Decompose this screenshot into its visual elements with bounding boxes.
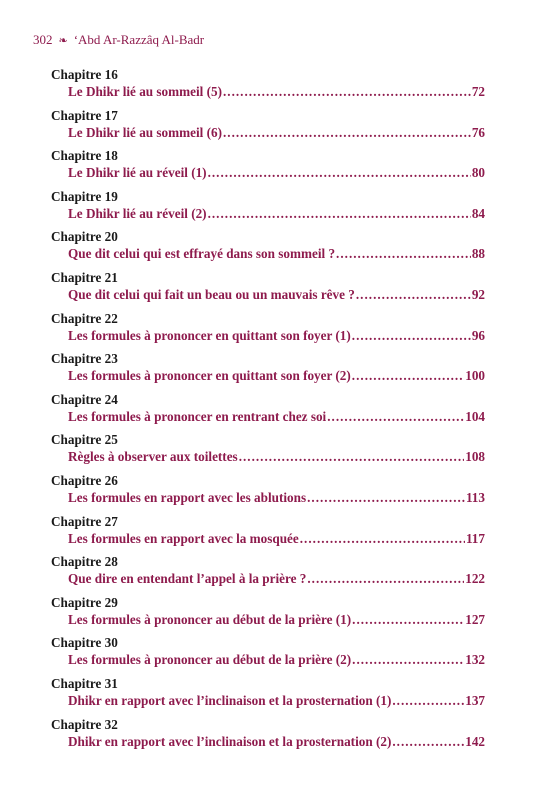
toc-entry	[51, 635, 485, 676]
chapter-label: Chapitre 25	[51, 432, 118, 448]
chapter-label: Chapitre 31	[51, 675, 118, 691]
running-header	[33, 32, 204, 48]
dot-leader	[336, 245, 471, 262]
page-ref: 117	[465, 530, 485, 546]
page-ref: 104	[465, 408, 485, 424]
page-ref: 113	[465, 489, 485, 505]
dot-leader	[392, 733, 464, 750]
chapter-title: Les formules à prononcer en quittant son foyer (1)	[68, 327, 351, 343]
page-ref: 127	[465, 611, 485, 627]
chapter-title-line	[68, 530, 485, 547]
chapter-label: Chapitre 17	[51, 107, 118, 123]
page-ref: 88	[471, 246, 485, 262]
chapter-label: Chapitre 16	[51, 67, 118, 82]
chapter-title: Dhikr en rapport avec l’inclinaison et la prosternation (2)	[68, 733, 392, 749]
page-ref: 137	[465, 692, 485, 708]
toc-entry	[51, 189, 485, 230]
page-ref: 84	[471, 205, 485, 221]
chapter-title-line	[68, 124, 485, 141]
chapter-label: Chapitre 23	[51, 351, 118, 367]
chapter-title-line	[68, 286, 485, 303]
dot-leader	[307, 570, 464, 587]
dot-leader	[327, 408, 464, 425]
page-ref: 100	[465, 368, 485, 384]
toc-entry	[51, 554, 485, 595]
chapter-title-line	[68, 611, 485, 628]
dot-leader	[208, 164, 471, 181]
toc-entry	[51, 595, 485, 636]
toc-entry	[51, 67, 485, 108]
leaf-ornament-icon: ❧	[58, 34, 68, 47]
page-ref: 122	[465, 571, 485, 587]
toc-entry	[51, 108, 485, 149]
chapter-label: Chapitre 30	[51, 635, 118, 651]
page-ref: 72	[471, 84, 485, 99]
chapter-title: Les formules à prononcer au début de la prière (1)	[68, 611, 352, 627]
toc-entry	[51, 270, 485, 311]
chapter-title-line	[68, 164, 485, 181]
chapter-label: Chapitre 28	[51, 554, 118, 570]
chapter-title-line	[68, 245, 485, 262]
chapter-title-line	[68, 570, 485, 587]
page-ref: 92	[471, 286, 485, 302]
toc-entry	[51, 717, 485, 758]
chapter-label: Chapitre 27	[51, 513, 118, 529]
chapter-title: Les formules à prononcer en rentrant chez soi	[68, 408, 327, 424]
chapter-title: Le Dhikr lié au sommeil (6)	[68, 124, 222, 140]
page-ref: 108	[465, 449, 485, 465]
chapter-title: Les formules à prononcer en quittant son foyer (2)	[68, 368, 351, 384]
chapter-title-line	[68, 367, 485, 384]
table-of-contents	[51, 67, 485, 757]
dot-leader	[352, 367, 464, 384]
chapter-label: Chapitre 29	[51, 594, 118, 610]
chapter-title-line	[68, 692, 485, 709]
dot-leader	[208, 205, 471, 222]
chapter-title-line	[68, 489, 485, 506]
dot-leader	[223, 83, 471, 100]
page-ref: 142	[465, 733, 485, 749]
dot-leader	[307, 489, 465, 506]
chapter-title-line	[68, 408, 485, 425]
chapter-title-line	[68, 651, 485, 668]
chapter-title: Dhikr en rapport avec l’inclinaison et la prosternation (1)	[68, 692, 392, 708]
toc-entry	[51, 432, 485, 473]
chapter-title: Les formules à prononcer au début de la prière (2)	[68, 652, 352, 668]
toc-entry	[51, 676, 485, 717]
chapter-title: Que dit celui qui fait un beau ou un mauvais rêve ?	[68, 286, 355, 302]
page-ref: 76	[471, 124, 485, 140]
dot-leader	[392, 692, 464, 709]
chapter-label: Chapitre 22	[51, 310, 118, 326]
chapter-title-line	[68, 733, 485, 750]
dot-leader	[223, 124, 471, 141]
chapter-title: Que dit celui qui est effrayé dans son sommeil ?	[68, 246, 336, 262]
chapter-label: Chapitre 32	[51, 716, 118, 732]
page-number: 302	[33, 32, 53, 47]
chapter-label: Chapitre 20	[51, 229, 118, 245]
toc-entry	[51, 473, 485, 514]
chapter-title-line	[68, 448, 485, 465]
page-ref: 96	[471, 327, 485, 343]
page-ref: 132	[465, 652, 485, 668]
chapter-title: Règles à observer aux toilettes	[68, 449, 238, 465]
chapter-title: Le Dhikr lié au réveil (1)	[68, 165, 207, 181]
chapter-title: Les formules en rapport avec les ablutions	[68, 489, 307, 505]
chapter-title: Le Dhikr lié au sommeil (5)	[68, 84, 222, 99]
dot-leader	[300, 530, 465, 547]
dot-leader	[352, 611, 464, 628]
chapter-title-line	[68, 83, 485, 100]
toc-entry	[51, 148, 485, 189]
toc-entry	[51, 514, 485, 555]
dot-leader	[356, 286, 471, 303]
author-name: ‘Abd Ar-Razzâq Al-Badr	[73, 32, 205, 47]
chapter-title: Le Dhikr lié au réveil (2)	[68, 205, 207, 221]
chapter-title-line	[68, 205, 485, 222]
chapter-label: Chapitre 26	[51, 472, 118, 488]
page-ref: 80	[471, 165, 485, 181]
chapter-title-line	[68, 327, 485, 344]
chapter-label: Chapitre 21	[51, 269, 118, 285]
chapter-label: Chapitre 24	[51, 391, 118, 407]
dot-leader	[352, 327, 471, 344]
dot-leader	[352, 651, 464, 668]
toc-entry	[51, 311, 485, 352]
chapter-label: Chapitre 19	[51, 188, 118, 204]
toc-entry	[51, 351, 485, 392]
dot-leader	[239, 448, 465, 465]
chapter-title: Les formules en rapport avec la mosquée	[68, 530, 299, 546]
toc-entry	[51, 392, 485, 433]
chapter-label: Chapitre 18	[51, 148, 118, 164]
chapter-title: Que dire en entendant l’appel à la prière ?	[68, 571, 307, 587]
toc-entry	[51, 229, 485, 270]
